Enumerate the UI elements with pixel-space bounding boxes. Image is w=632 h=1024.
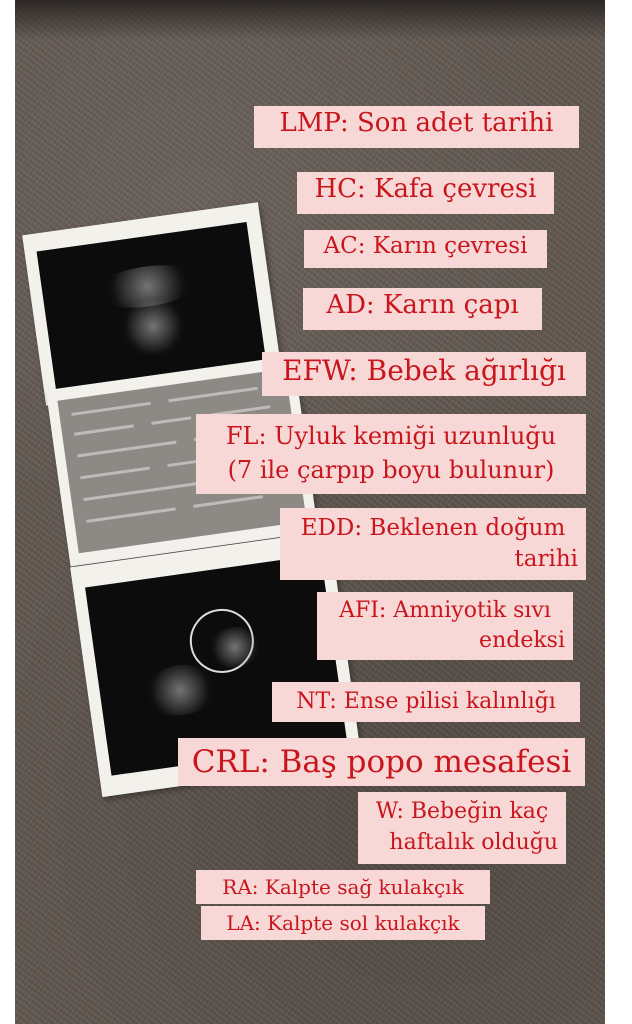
label-w-line2: haftalık olduğu [389, 830, 558, 855]
label-fl [196, 414, 586, 494]
photo-shadow [15, 0, 605, 40]
label-la: LA: Kalpte sol kulakçık [201, 906, 485, 940]
label-edd [280, 508, 586, 580]
label-afi-line1: AFI: Amniyotik sıvı [339, 598, 551, 623]
label-efw: EFW: Bebek ağırlığı [262, 352, 586, 396]
label-ad: AD: Karın çapı [303, 288, 542, 330]
label-w-line1: W: Bebeğin kaç [375, 799, 549, 824]
label-afi-line2: endeksi [479, 628, 565, 653]
label-w [358, 792, 566, 864]
label-nt: NT: Ense pilisi kalınlığı [272, 682, 580, 722]
label-crl: CRL: Baş popo mesafesi [178, 738, 585, 786]
label-fl-line2: (7 ile çarpıp boyu bulunur) [227, 456, 555, 484]
label-ra: RA: Kalpte sağ kulakçık [196, 870, 490, 904]
label-hc: HC: Kafa çevresi [297, 172, 554, 214]
label-edd-line2: tarihi [514, 546, 578, 572]
label-afi [317, 592, 573, 660]
label-fl-line1: FL: Uyluk kemiği uzunluğu [225, 422, 557, 450]
label-lmp: LMP: Son adet tarihi [254, 106, 579, 148]
label-edd-line1: EDD: Beklenen doğum [300, 515, 566, 541]
label-ac: AC: Karın çevresi [304, 230, 547, 268]
